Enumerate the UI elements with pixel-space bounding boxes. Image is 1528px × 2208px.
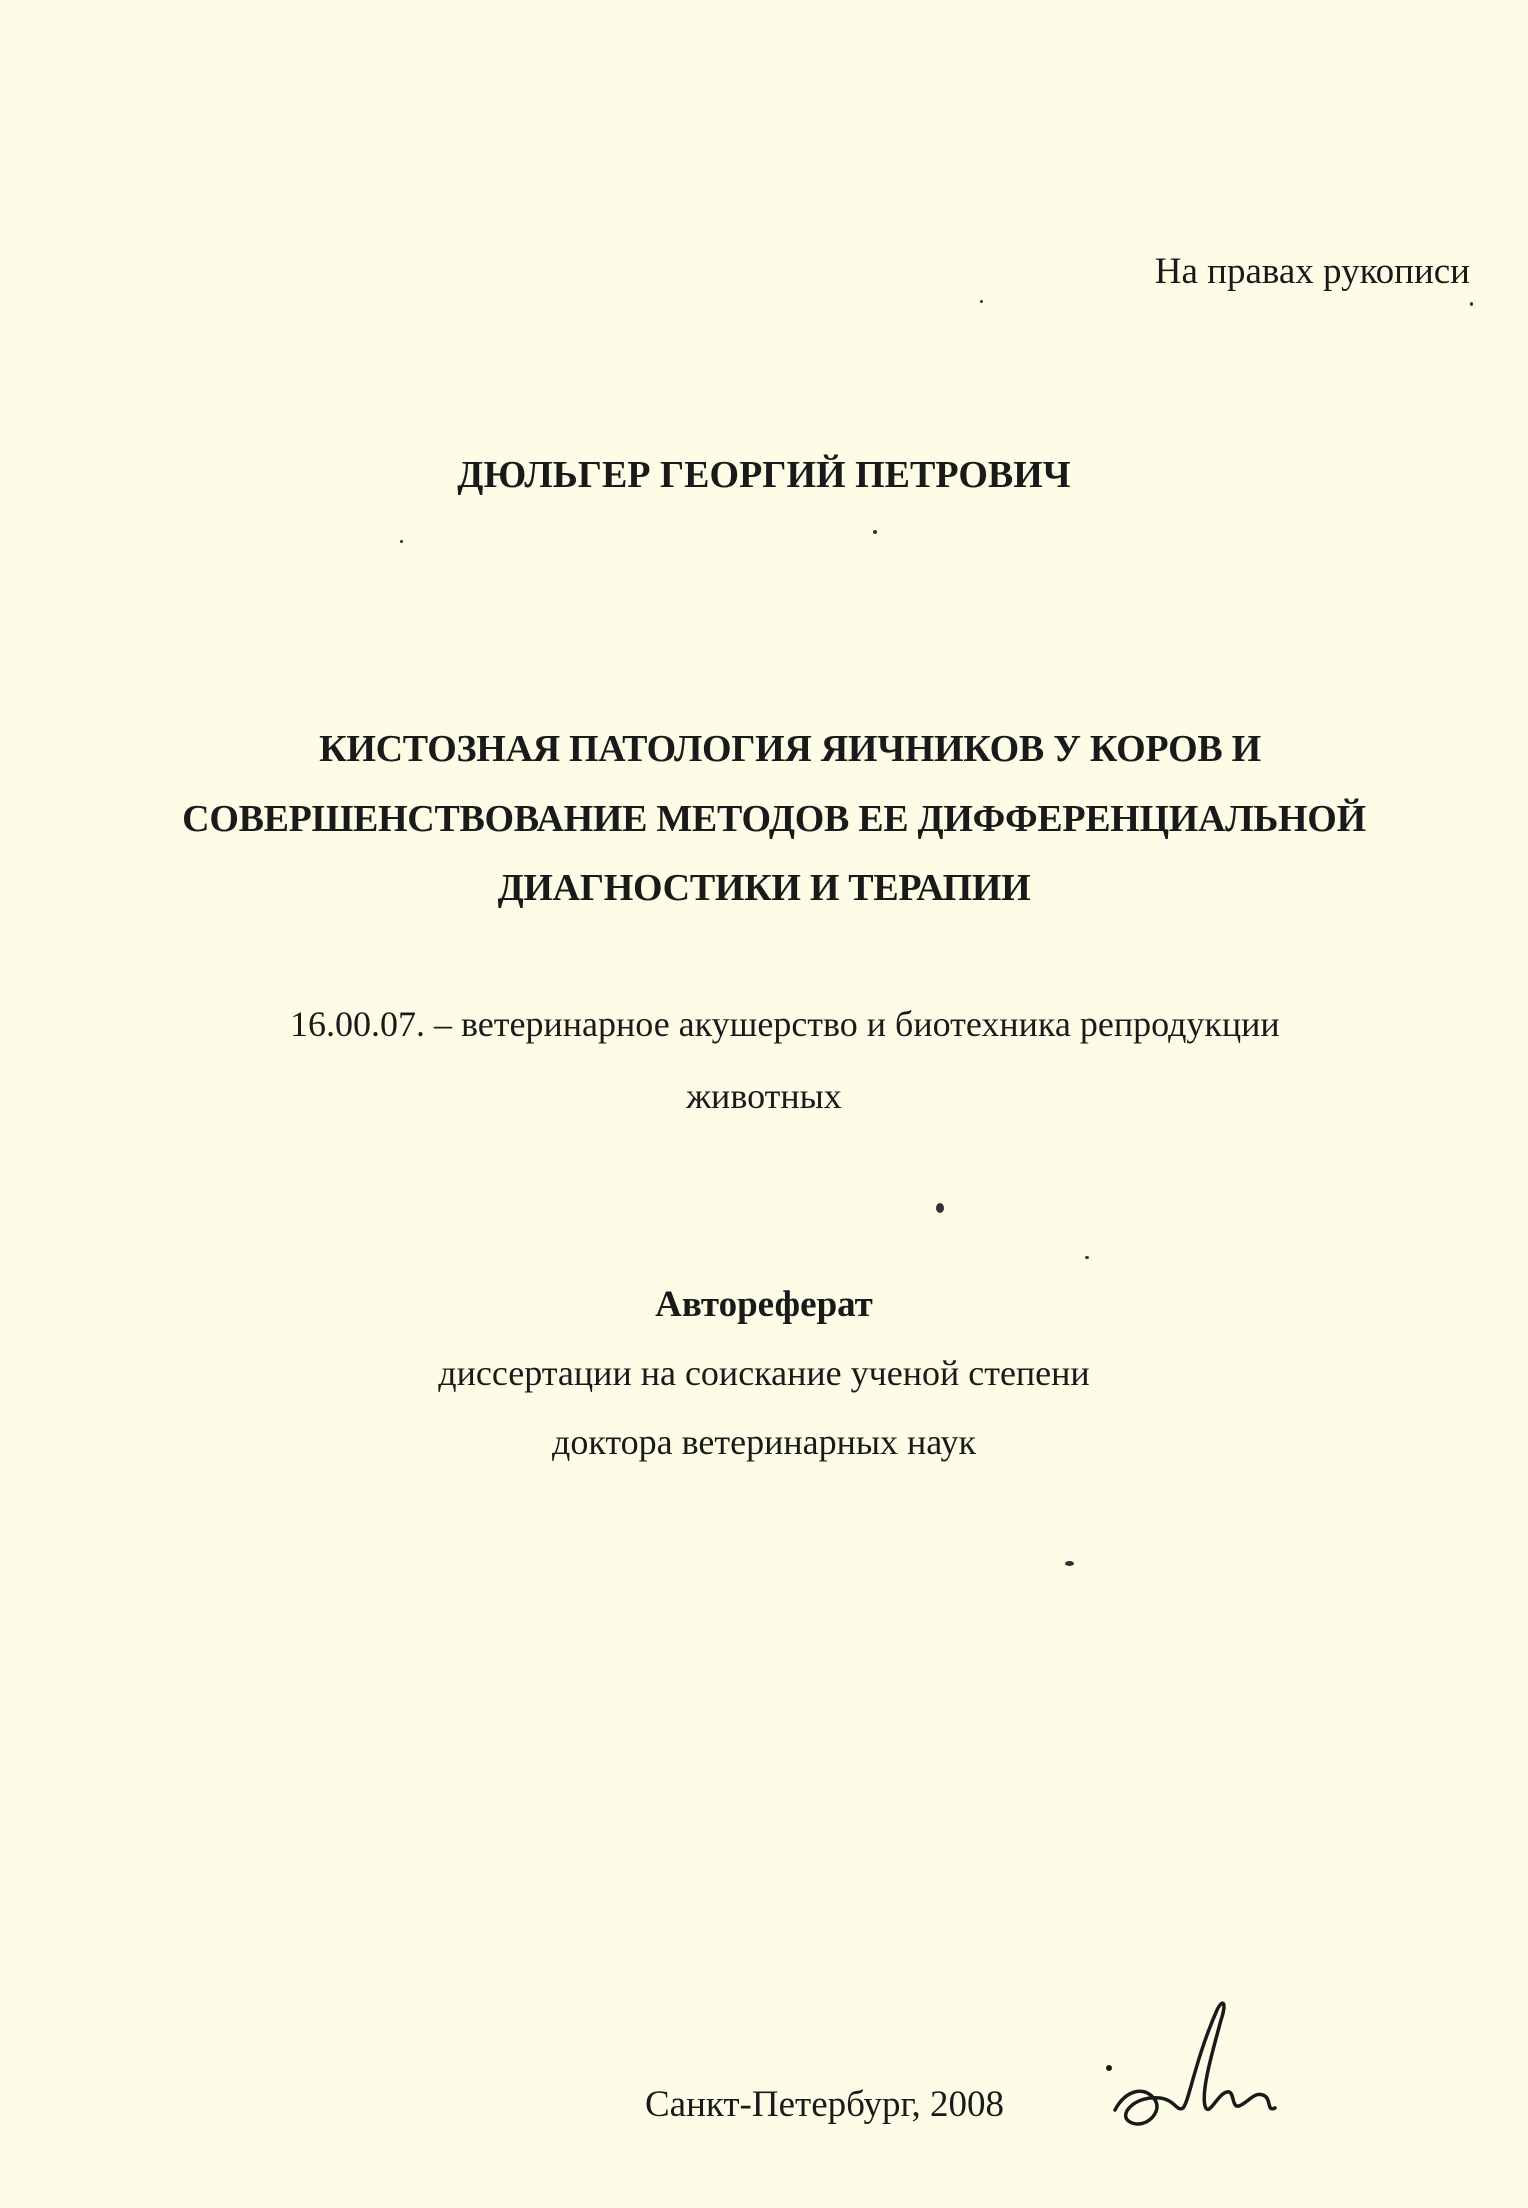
- abstract-label: Автореферат: [655, 1284, 873, 1325]
- scan-speck: [873, 530, 877, 534]
- specialty-code-line: 16.00.07. – ветеринарное акушерство и биотехника репродукции: [290, 1004, 1280, 1044]
- rights-notice: На правах рукописи: [1154, 251, 1470, 292]
- degree-line: доктора ветеринарных наук: [552, 1422, 976, 1462]
- scan-speck: [1085, 1256, 1089, 1259]
- specialty-continuation-line: животных: [686, 1076, 842, 1116]
- title-line-2: СОВЕРШЕНСТВОВАНИЕ МЕТОДОВ ЕЕ ДИФФЕРЕНЦИАЛЬНОЙ: [182, 798, 1366, 840]
- title-line-1: КИСТОЗНАЯ ПАТОЛОГИЯ ЯИЧНИКОВ У КОРОВ И: [319, 728, 1261, 770]
- scan-speck: [1065, 1561, 1074, 1566]
- scan-speck: [936, 1203, 944, 1213]
- handwritten-signature: [1105, 1990, 1285, 2140]
- scan-speck: [1470, 302, 1473, 306]
- author-name: ДЮЛЬГЕР ГЕОРГИЙ ПЕТРОВИЧ: [457, 454, 1071, 496]
- title-line-3: ДИАГНОСТИКИ И ТЕРАПИИ: [497, 867, 1031, 909]
- scan-speck: [400, 540, 403, 543]
- place-and-year: Санкт-Петербург, 2008: [645, 2084, 1005, 2125]
- scan-speck: [980, 300, 983, 303]
- thesis-purpose-line: диссертации на соискание ученой степени: [438, 1353, 1090, 1393]
